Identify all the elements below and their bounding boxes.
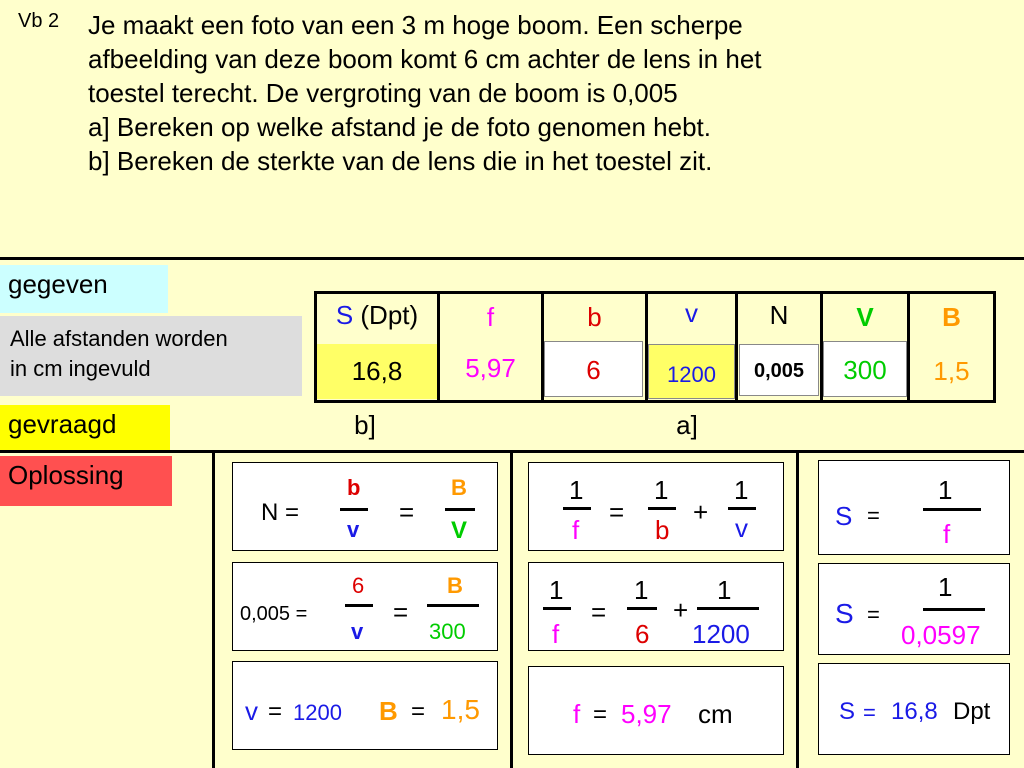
numerator-1: 1	[634, 575, 649, 605]
denominator-300: 300	[429, 619, 466, 644]
fraction-bar	[563, 507, 591, 510]
formula-strength	[818, 460, 1010, 555]
denominator-1200: 1200	[692, 619, 750, 649]
oplossing-label: Oplossing	[0, 456, 172, 506]
equals: =	[609, 497, 625, 527]
denominator-6: 6	[635, 619, 650, 649]
header-S	[317, 300, 437, 331]
result-S-value: 16,8	[891, 698, 938, 725]
denominator-0-0597: 0,0597	[901, 620, 981, 650]
question-line: b] Bereken de sterkte van de lens die in het toestel zit.	[88, 146, 713, 176]
equals: =	[268, 698, 283, 725]
header-b: b	[587, 302, 602, 332]
question-line: toestel terecht. De vergroting van de boom is 0,005	[88, 78, 678, 108]
fraction-bar	[445, 508, 475, 511]
numerator-1: 1	[717, 575, 732, 605]
header-divider	[0, 257, 1024, 260]
equals: =	[593, 701, 608, 728]
formula-lens-filled	[528, 562, 784, 651]
denominator-v: v	[347, 517, 360, 542]
numerator-1: 1	[734, 475, 749, 505]
fraction-bar	[340, 508, 368, 511]
value-b: 6	[544, 341, 643, 397]
formula-magnification	[232, 462, 498, 551]
header-v: v	[685, 298, 698, 328]
fraction-bar	[923, 508, 981, 511]
header-f: f	[486, 302, 495, 332]
gegeven-label: gegeven	[0, 265, 168, 313]
formula-magnification-filled	[232, 562, 498, 651]
table-line	[993, 291, 996, 403]
numerator-b: b	[347, 475, 361, 500]
fraction-bar	[427, 604, 479, 607]
solution-divider	[212, 450, 215, 768]
S-symbol: S	[835, 598, 854, 629]
fraction-bar	[345, 604, 373, 607]
result-B-value: 1,5	[441, 694, 480, 725]
value-v: 1200	[648, 344, 735, 399]
table-line	[314, 400, 996, 403]
numerator-1: 1	[938, 475, 953, 505]
value-f: 5,97	[465, 353, 516, 383]
units-note	[0, 316, 302, 396]
numerator-6: 6	[352, 573, 365, 598]
fraction-bar	[543, 607, 571, 610]
numerator-1: 1	[938, 572, 953, 602]
example-number: Vb 2	[18, 10, 60, 32]
denominator-v: v	[735, 513, 748, 543]
formula-strength-filled	[818, 563, 1010, 655]
header-V: V	[856, 302, 874, 332]
denominator-f: f	[572, 515, 580, 545]
fraction-bar	[627, 607, 657, 610]
units-note-line: Alle afstanden worden	[10, 326, 228, 351]
result-S-unit: Dpt	[953, 698, 991, 725]
result-S	[818, 663, 1010, 755]
header-S-symbol: S	[335, 300, 354, 330]
equals: =	[411, 698, 426, 725]
formula-N-lhs: N =	[261, 499, 300, 526]
numerator-B: B	[451, 475, 467, 500]
value-V: 300	[823, 341, 907, 397]
equals: =	[393, 597, 409, 627]
formula-lens	[528, 462, 784, 551]
result-v-B	[232, 661, 498, 750]
question-line: Je maakt een foto van een 3 m hoge boom. Een scherpe	[88, 10, 743, 40]
question-text	[88, 8, 1008, 178]
header-N: N	[769, 300, 789, 330]
fraction-bar	[923, 608, 985, 611]
value-N: 0,005	[739, 344, 819, 396]
plus: +	[693, 497, 709, 527]
N-value-lhs: 0,005 =	[240, 603, 308, 625]
question-line: a] Bereken op welke afstand je de foto genomen hebt.	[88, 112, 711, 142]
S-symbol: S	[835, 501, 853, 531]
fraction-bar	[648, 507, 676, 510]
denominator-f: f	[943, 519, 951, 549]
equals: =	[399, 497, 415, 527]
result-f	[528, 666, 784, 755]
asked-b-marker: b]	[354, 410, 376, 440]
equals: =	[867, 602, 880, 627]
value-B: 1,5	[933, 356, 970, 386]
header-S-unit: (Dpt)	[360, 300, 419, 330]
value-S: 16,8	[317, 344, 437, 399]
solution-divider	[796, 450, 799, 768]
result-v-value: 1200	[293, 700, 342, 725]
denominator-b: b	[655, 515, 670, 545]
table-line	[314, 291, 996, 294]
asked-a-marker: a]	[676, 410, 698, 440]
equals: =	[591, 597, 607, 627]
plus: +	[673, 595, 689, 625]
denominator-V: V	[451, 517, 468, 544]
result-f-value: 5,97	[621, 699, 672, 729]
result-v-symbol: v	[245, 696, 258, 726]
denominator-v: v	[351, 619, 364, 644]
gevraagd-label: gevraagd	[0, 405, 170, 451]
denominator-f: f	[552, 619, 560, 649]
header-B: B	[942, 302, 961, 332]
result-B-symbol: B	[379, 696, 398, 726]
numerator-1: 1	[549, 575, 564, 605]
question-line: afbeelding van deze boom komt 6 cm achter de lens in het	[88, 44, 762, 74]
numerator-1: 1	[569, 475, 584, 505]
solution-divider	[510, 450, 513, 768]
numerator-B: B	[447, 573, 463, 598]
numerator-1: 1	[654, 475, 669, 505]
units-note-line: in cm ingevuld	[10, 356, 151, 381]
equals: =	[867, 503, 880, 528]
result-f-unit: cm	[698, 699, 733, 729]
fraction-bar	[728, 507, 756, 510]
result-S-symbol: S	[839, 698, 856, 725]
equals: =	[863, 700, 876, 725]
fraction-bar	[697, 607, 759, 610]
result-f-symbol: f	[573, 699, 581, 729]
